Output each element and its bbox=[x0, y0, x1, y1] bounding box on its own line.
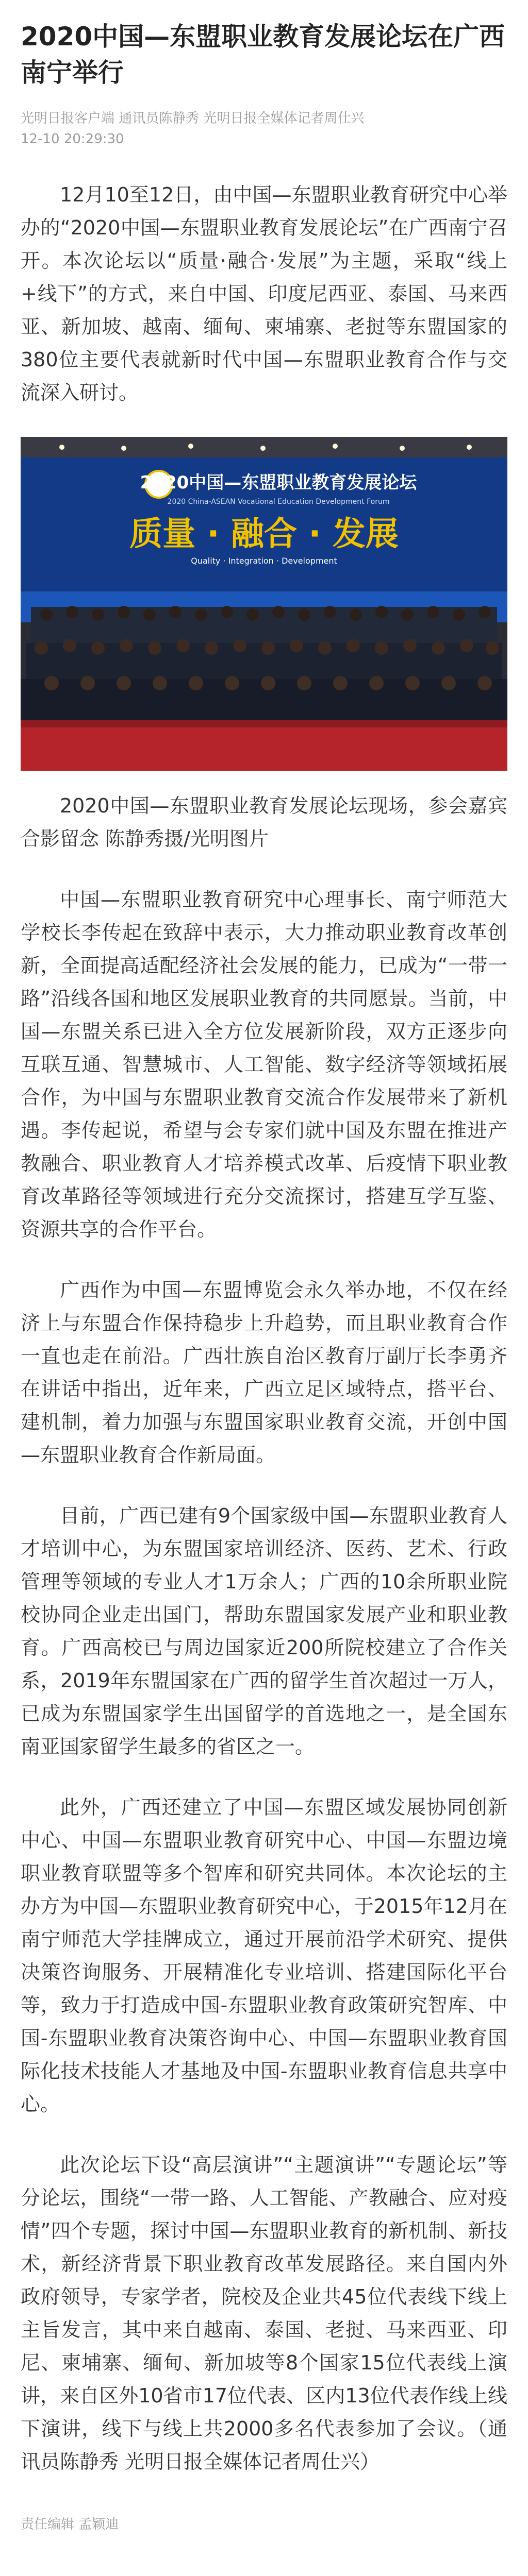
paragraph-speech: 中国—东盟职业教育研究中心理事长、南宁师范大学校长李传起在致辞中表示，大力推动职业教育改革创新，全面提高适配经济社会发展的能力，已成为“一带一路”沿线各国和地区发展职业教育的共同愿景。当前，中国—东盟关系已进入全方位发展新阶段，双方正逐步向互联互通、智慧城市、人工智能、数字经济等领域拓展合作，为中国与东盟职业教育交流合作发展带来了新机遇。李传起说，希望与会专家们就中国及东盟在推进产教融合、职业教育人才培养模式改革、后疫情下职业教育改革路径等领域进行充分交流探讨，搭建互学互鉴、资源共享的合作平台。 bbox=[21, 888, 507, 1241]
paragraph-intro: 12月10至12日，由中国—东盟职业教育研究中心举办的“2020中国—东盟职业教育发展论坛”在广西南宁召开。本次论坛以“质量·融合·发展”为主题，采取“线上+线下”的方式，来自中国、印度尼西亚、泰国、马来西亚、新加坡、越南、缅甸、柬埔寨、老挝等东盟国家的380位主要代表就新时代中国—东盟职业教育合作与交流深入研讨。 bbox=[21, 183, 507, 404]
source-line: 光明日报客户端 通讯员陈静秀 光明日报全媒体记者周仕兴 bbox=[21, 111, 365, 126]
banner-subtitle: 2020 China-ASEAN Vocational Education Development Forum bbox=[167, 498, 390, 506]
photo-caption: 2020中国—东盟职业教育发展论坛现场，参会嘉宾合影留念 陈静秀摄/光明图片 bbox=[21, 794, 507, 850]
article-meta bbox=[21, 108, 507, 149]
red-carpet bbox=[21, 720, 507, 771]
paragraph-research-center: 此外，广西还建立了中国—东盟区域发展协同创新中心、中国—东盟职业教育研究中心、中国—东盟边境职业教育联盟等多个智库和研究共同体。本次论坛的主办方为中国—东盟职业教育研究中心，于2015年12月在南宁师范大学挂牌成立，通过开展前沿学术研究、提供决策咨询服务、开展精准化专业培训、搭建国际化平台等，致力于打造成中国-东盟职业教育政策研究智库、中国-东盟职业教育决策咨询中心、中国—东盟职业教育国际化技术技能人才基地及中国-东盟职业教育信息共享中心。 bbox=[21, 1796, 507, 2115]
group-photo bbox=[21, 437, 507, 771]
paragraph-forum-sessions: 此次论坛下设“高层演讲”“主题演讲”“专题论坛”等分论坛，围绕“一带一路、人工智能、产教融合、应对疫情”四个专题，探讨中国—东盟职业教育的新机制、新技术，新经济背景下职业教育改革发展路径。来自国内外政府领导，专家学者，院校及企业共45位代表线下线上主旨发言，其中来自越南、泰国、老挝、马来西亚、印尼、柬埔寨、缅甸、新加坡等8个国家15位代表线上演讲，来自区外10省市17位代表、区内13位代表作线上线下演讲，线下与线上共2000多名代表参加了会议。（通讯员陈静秀 光明日报全媒体记者周仕兴） bbox=[21, 2154, 507, 2473]
paragraph-achievements: 目前，广西已建有9个国家级中国—东盟职业教育人才培训中心，为东盟国家培训经济、医药、艺术、行政管理等领域的专业人才1万余人；广西的10余所职业院校协同企业走出国门，帮助东盟国家发展产业和职业教育。广西高校已与周边国家近200所院校建立了合作关系，2019年东盟国家在广西的留学生首次超过一万人，已成为东盟国家学生出国留学的首选地之一，是全国东南亚国家留学生最多的省区之一。 bbox=[21, 1504, 507, 1758]
carpet-shadow bbox=[21, 720, 507, 727]
paragraph-guangxi: 广西作为中国—东盟博览会永久举办地，不仅在经济上与东盟合作保持稳步上升趋势，而且职业教育合作一直也走在前沿。广西壮族自治区教育厅副厅长李勇齐在讲话中指出，近年来，广西立足区域特点，搭平台、建机制，着力加强与东盟国家职业教育交流，开创中国—东盟职业教育合作新局面。 bbox=[21, 1279, 507, 1466]
article-title: 2020中国—东盟职业教育发展论坛在广西南宁举行 bbox=[21, 22, 505, 88]
banner-slogan: 质量 · 融合 · 发展 bbox=[129, 515, 399, 553]
banner-slogan-en: Quality · Integration · Development bbox=[191, 556, 337, 566]
banner-title: 2020中国—东盟职业教育发展论坛 bbox=[140, 472, 417, 493]
editor-credit: 责任编辑 孟颖迪 bbox=[21, 2517, 119, 2532]
article-body bbox=[21, 178, 507, 2478]
publish-time: 12-10 20:29:30 bbox=[21, 131, 124, 147]
